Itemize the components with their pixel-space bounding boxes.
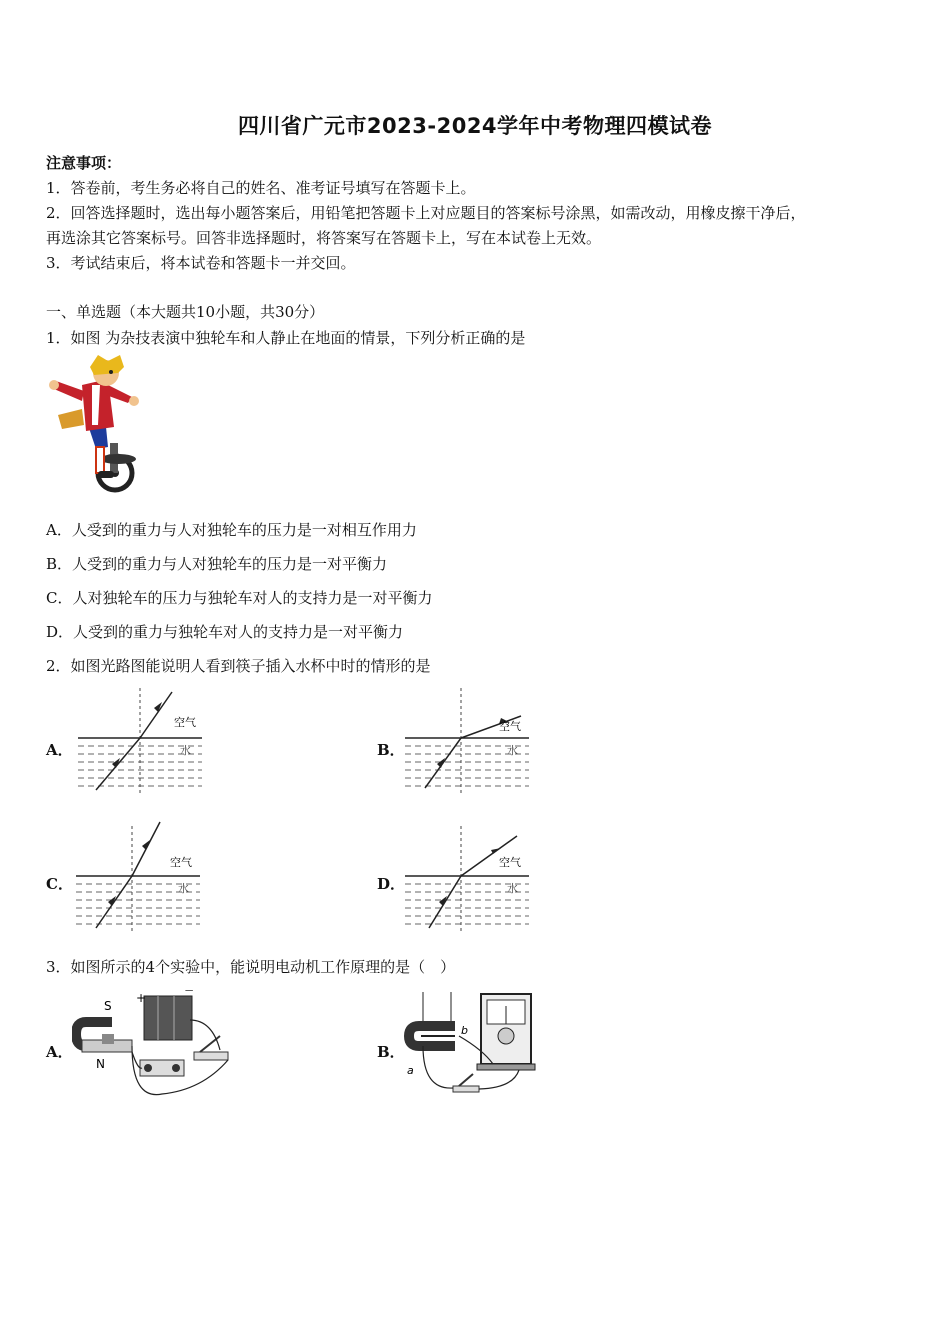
q1-option-d: D．人受到的重力与独轮车对人的支持力是一对平衡力 [46, 623, 404, 641]
q2-c-water-label: 水 [178, 882, 189, 895]
q3-figure-a [72, 990, 237, 1102]
q2-diagram-c [74, 820, 204, 935]
q3-figure-b [403, 990, 538, 1102]
q2-label-c: C． [46, 875, 73, 893]
q2-b-water-label: 水 [507, 744, 518, 757]
notice-item-3: 3．考试结束后，将本试卷和答题卡一并交回。 [46, 254, 356, 272]
q3-b-a-label: a [407, 1064, 414, 1077]
q2-c-air-label: 空气 [170, 856, 192, 869]
notice-item-2: 2．回答选择题时，选出每小题答案后，用铅笔把答题卡上对应题目的答案标号涂黑，如需改动，用橡皮擦干净后， [46, 204, 806, 222]
q1-option-a: A．人受到的重力与人对独轮车的压力是一对相互作用力 [46, 521, 417, 539]
q3-label-b: B． [377, 1043, 405, 1061]
q3-a-n-label: N [96, 1057, 105, 1071]
q2-d-water-label: 水 [507, 882, 518, 895]
section-heading: 一、单选题（本大题共10小题，共30分） [46, 303, 325, 321]
q1-stem: 1．如图 为杂技表演中独轮车和人静止在地面的情景，下列分析正确的是 [46, 329, 526, 347]
q3-a-plus-label: + [136, 991, 147, 1005]
q1-option-c: C．人对独轮车的压力与独轮车对人的支持力是一对平衡力 [46, 589, 433, 607]
q2-a-water-label: 水 [180, 744, 191, 757]
notice-item-2-cont: 再选涂其它答案标号。回答非选择题时，将答案写在答题卡上，写在本试卷上无效。 [46, 229, 602, 247]
q1-option-b: B．人受到的重力与人对独轮车的压力是一对平衡力 [46, 555, 388, 573]
page-title: 四川省广元市2023-2024学年中考物理四模试卷 [237, 114, 713, 138]
q2-diagram-a [76, 688, 206, 798]
q2-diagram-d [403, 820, 533, 935]
q2-label-d: D． [377, 875, 406, 893]
q3-a-minus-label: − [184, 990, 195, 997]
q2-label-b: B． [377, 741, 405, 759]
notice-heading: 注意事项： [46, 154, 122, 172]
unicycle-figure [48, 355, 158, 500]
q2-a-air-label: 空气 [174, 716, 196, 729]
q3-stem: 3．如图所示的4个实验中，能说明电动机工作原理的是（ ） [46, 958, 456, 976]
q2-label-a: A． [46, 741, 73, 759]
q3-a-s-label: S [104, 999, 112, 1013]
q2-stem: 2．如图光路图能说明人看到筷子插入水杯中时的情形的是 [46, 657, 431, 675]
notice-item-1: 1．答卷前，考生务必将自己的姓名、准考证号填写在答题卡上。 [46, 179, 476, 197]
q2-b-air-label: 空气 [499, 720, 521, 733]
q2-d-air-label: 空气 [499, 856, 521, 869]
q3-b-b-label: b [461, 1024, 468, 1037]
q2-diagram-b [403, 688, 533, 798]
q3-label-a: A． [46, 1043, 73, 1061]
